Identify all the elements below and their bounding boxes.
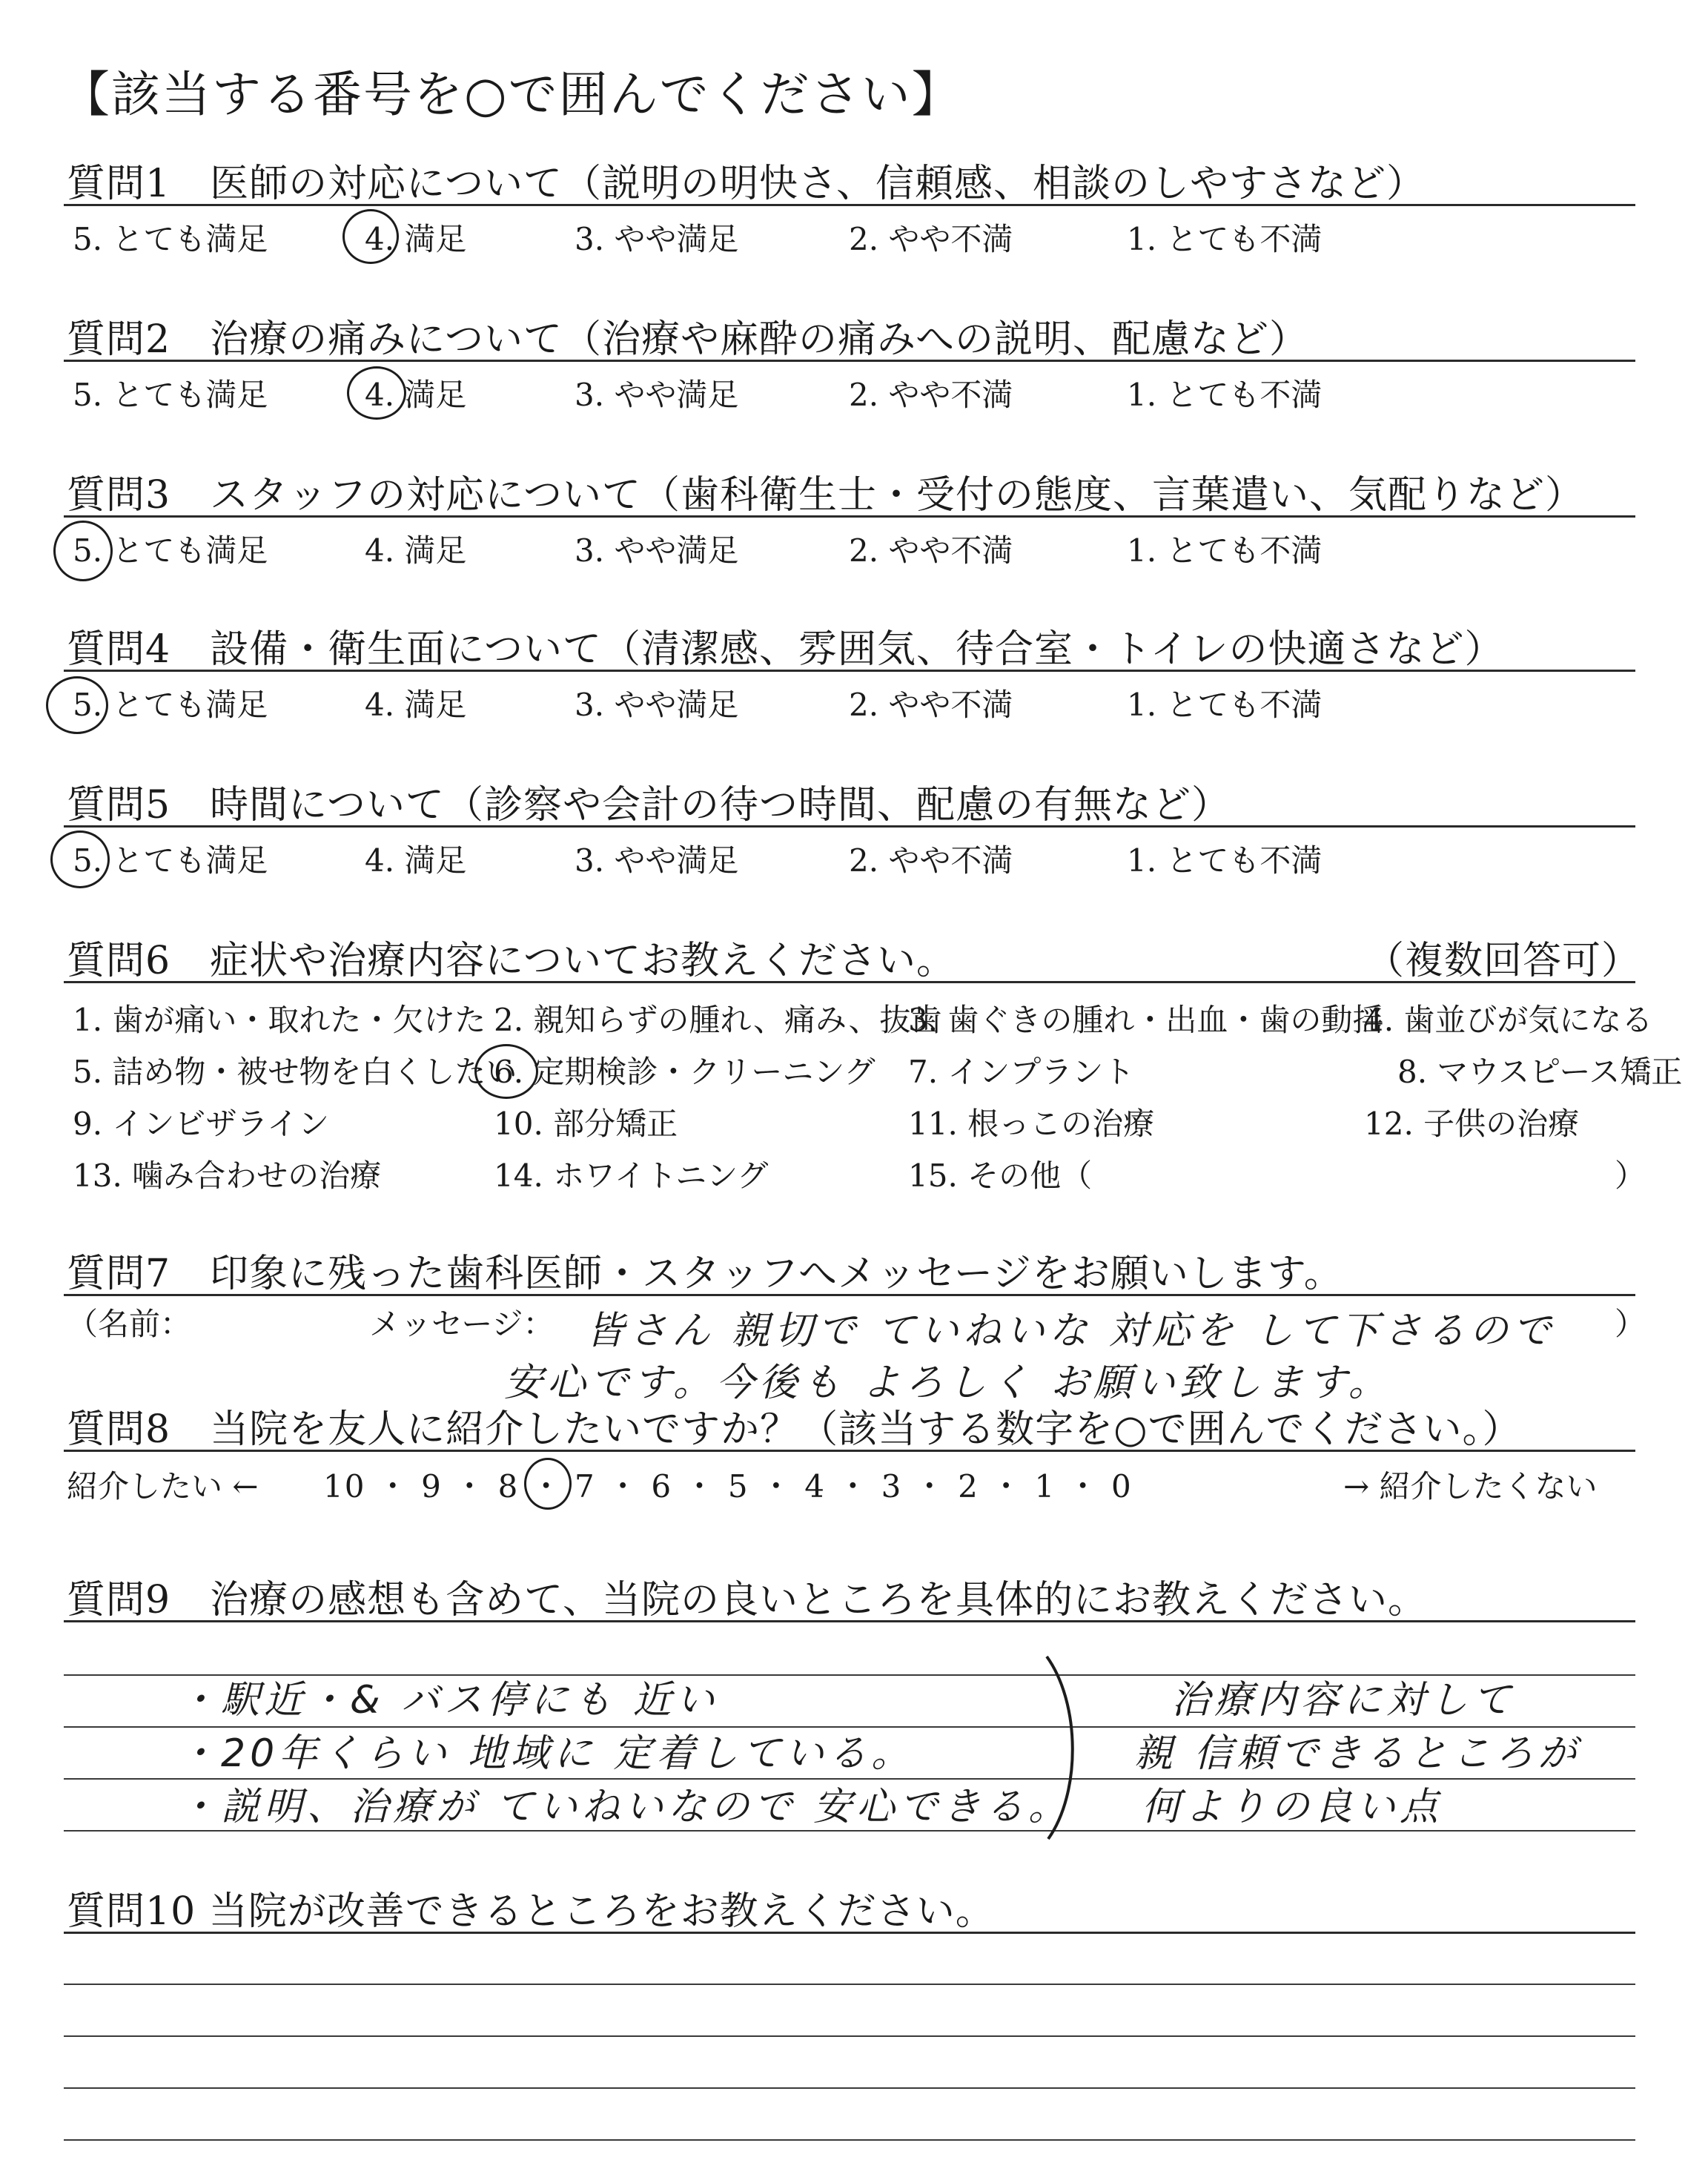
selection-circle-mark [347,366,406,420]
divider [64,515,1635,518]
page-title: 【該当する番号を○で囲んでください】 [61,66,962,123]
divider [64,981,1635,983]
question-4-title: 質問4 設備・衛生面について（清潔感、雰囲気、待合室・トイレの快適さなど） [67,627,1504,672]
q4-option-1[interactable]: 1. とても不満 [1127,687,1323,723]
q6-item[interactable]: 6. 定期検診・クリーニング [494,1054,875,1090]
question-8-title: 質問8 当院を友人に紹介したいですか？（該当する数字を○で囲んでください。） [67,1407,1522,1452]
q5-option-1[interactable]: 1. とても不満 [1127,842,1323,879]
selection-circle-mark [524,1458,572,1510]
q3-option-1[interactable]: 1. とても不満 [1127,532,1323,569]
q6-item[interactable]: 12. 子供の治療 [1364,1106,1580,1142]
q6-item[interactable]: 8. マウスピース矯正 [1397,1054,1683,1090]
q6-item[interactable]: 5. 詰め物・被せ物を白くしたい [73,1054,517,1090]
q4-option-5[interactable]: 5. とても満足 [73,687,268,723]
scale-left-label: 紹介したい ← [67,1468,259,1505]
q3-option-2[interactable]: 2. やや不満 [849,532,1013,569]
q1-option-1[interactable]: 1. とても不満 [1127,221,1323,257]
message-label: メッセージ： [369,1306,555,1342]
q2-option-4[interactable]: 4. 満足 [365,377,467,413]
writing-line [64,1984,1635,1985]
handwritten-answer-line: ・説明、治療が ていねいなので 安心できる。 [178,1785,1072,1829]
question-2-title: 質問2 治療の痛みについて（治療や麻酔の痛みへの説明、配慮など） [67,317,1309,362]
q6-item[interactable]: 3. 歯ぐきの腫れ・出血・歯の動揺 [908,1002,1384,1038]
question-1-title: 質問1 医師の対応について（説明の明快さ、信頼感、相談のしやすさなど） [67,162,1426,206]
handwritten-answer-line: 何よりの良い点 [1142,1785,1443,1829]
question-9-title: 質問9 治療の感想も含めて、当院の良いところを具体的にお教えください。 [67,1578,1428,1622]
selection-circle-mark [46,676,108,734]
handwritten-message-line-2: 安心です。今後も よろしく お願い致します。 [504,1361,1391,1405]
divider [64,1450,1635,1452]
q2-option-2[interactable]: 2. やや不満 [849,377,1013,413]
divider [64,360,1635,362]
selection-circle-mark [474,1044,538,1099]
selection-circle-mark [342,209,399,264]
question-10-title: 質問10 当院が改善できるところをお教えください。 [67,1889,995,1934]
q5-option-5[interactable]: 5. とても満足 [73,842,268,879]
q4-option-4[interactable]: 4. 満足 [365,687,467,723]
writing-line [64,2087,1635,2089]
q5-option-3[interactable]: 3. やや満足 [575,842,739,879]
scale-right-label: → 紹介したくない [1343,1468,1598,1505]
divider [64,670,1635,672]
handwritten-bracket [1038,1652,1082,1845]
q2-option-5[interactable]: 5. とても満足 [73,377,268,413]
q6-item[interactable]: 9. インビザライン [73,1106,330,1142]
writing-line [64,2035,1635,2037]
writing-line [64,2139,1635,2141]
handwritten-answer-line: ・駅近・& バス停にも 近い [178,1678,719,1723]
handwritten-answer-line: ・20年くらい 地域に 定着している。 [178,1731,915,1776]
divider [64,1620,1635,1622]
question-6-note: （複数回答可） [1366,939,1641,983]
q4-option-3[interactable]: 3. やや満足 [575,687,739,723]
handwritten-answer-line: 親 信頼できるところが [1134,1731,1581,1776]
q6-item[interactable]: 11. 根っこの治療 [908,1106,1155,1142]
q3-option-4[interactable]: 4. 満足 [365,532,467,569]
q6-item[interactable]: 15. その他（ [908,1157,1093,1194]
q5-option-4[interactable]: 4. 満足 [365,842,467,879]
question-5-title: 質問5 時間について（診察や会計の待つ時間、配慮の有無など） [67,783,1231,828]
q4-option-2[interactable]: 2. やや不満 [849,687,1013,723]
q6-item[interactable]: 2. 親知らずの腫れ、痛み、抜歯 [494,1002,942,1038]
q2-option-3[interactable]: 3. やや満足 [575,377,739,413]
name-label: （名前： [67,1306,192,1342]
q3-option-5[interactable]: 5. とても満足 [73,532,268,569]
q6-item[interactable]: 14. ホワイトニング [494,1157,769,1194]
q6-item[interactable]: 4. 歯並びが気になる [1364,1002,1653,1038]
q3-option-3[interactable]: 3. やや満足 [575,532,739,569]
q2-option-1[interactable]: 1. とても不満 [1127,377,1323,413]
q1-option-3[interactable]: 3. やや満足 [575,221,739,257]
q6-item[interactable]: 10. 部分矯正 [494,1106,678,1142]
q1-option-4[interactable]: 4. 満足 [365,221,467,257]
question-6-title: 質問6 症状や治療内容についてお教えください。 [67,939,956,983]
q6-item[interactable]: 13. 噛み合わせの治療 [73,1157,382,1194]
closing-paren: ） [1615,1306,1646,1342]
divider [64,825,1635,828]
q6-item[interactable]: 7. インプラント [908,1054,1135,1090]
divider [64,204,1635,206]
closing-paren: ） [1615,1157,1646,1194]
question-7-title: 質問7 印象に残った歯科医師・スタッフへメッセージをお願いします。 [67,1252,1343,1296]
divider [64,1932,1635,1934]
recommend-scale[interactable]: 10 ・ 9 ・ 8 ・ 7 ・ 6 ・ 5 ・ 4 ・ 3 ・ 2 ・ 1 ・ 0 [323,1468,1133,1505]
handwritten-answer-line: 治療内容に対して [1171,1678,1516,1723]
selection-circle-mark [50,830,110,888]
q1-option-5[interactable]: 5. とても満足 [73,221,268,257]
q1-option-2[interactable]: 2. やや不満 [849,221,1013,257]
handwritten-message-line-1: 皆さん 親切で ていねいな 対応を して下さるので [586,1309,1556,1353]
q6-item[interactable]: 1. 歯が痛い・取れた・欠けた [73,1002,486,1038]
q5-option-2[interactable]: 2. やや不満 [849,842,1013,879]
question-3-title: 質問3 スタッフの対応について（歯科衛生士・受付の態度、言葉遣い、気配りなど） [67,473,1585,518]
divider [64,1294,1635,1296]
selection-circle-mark [53,521,113,581]
